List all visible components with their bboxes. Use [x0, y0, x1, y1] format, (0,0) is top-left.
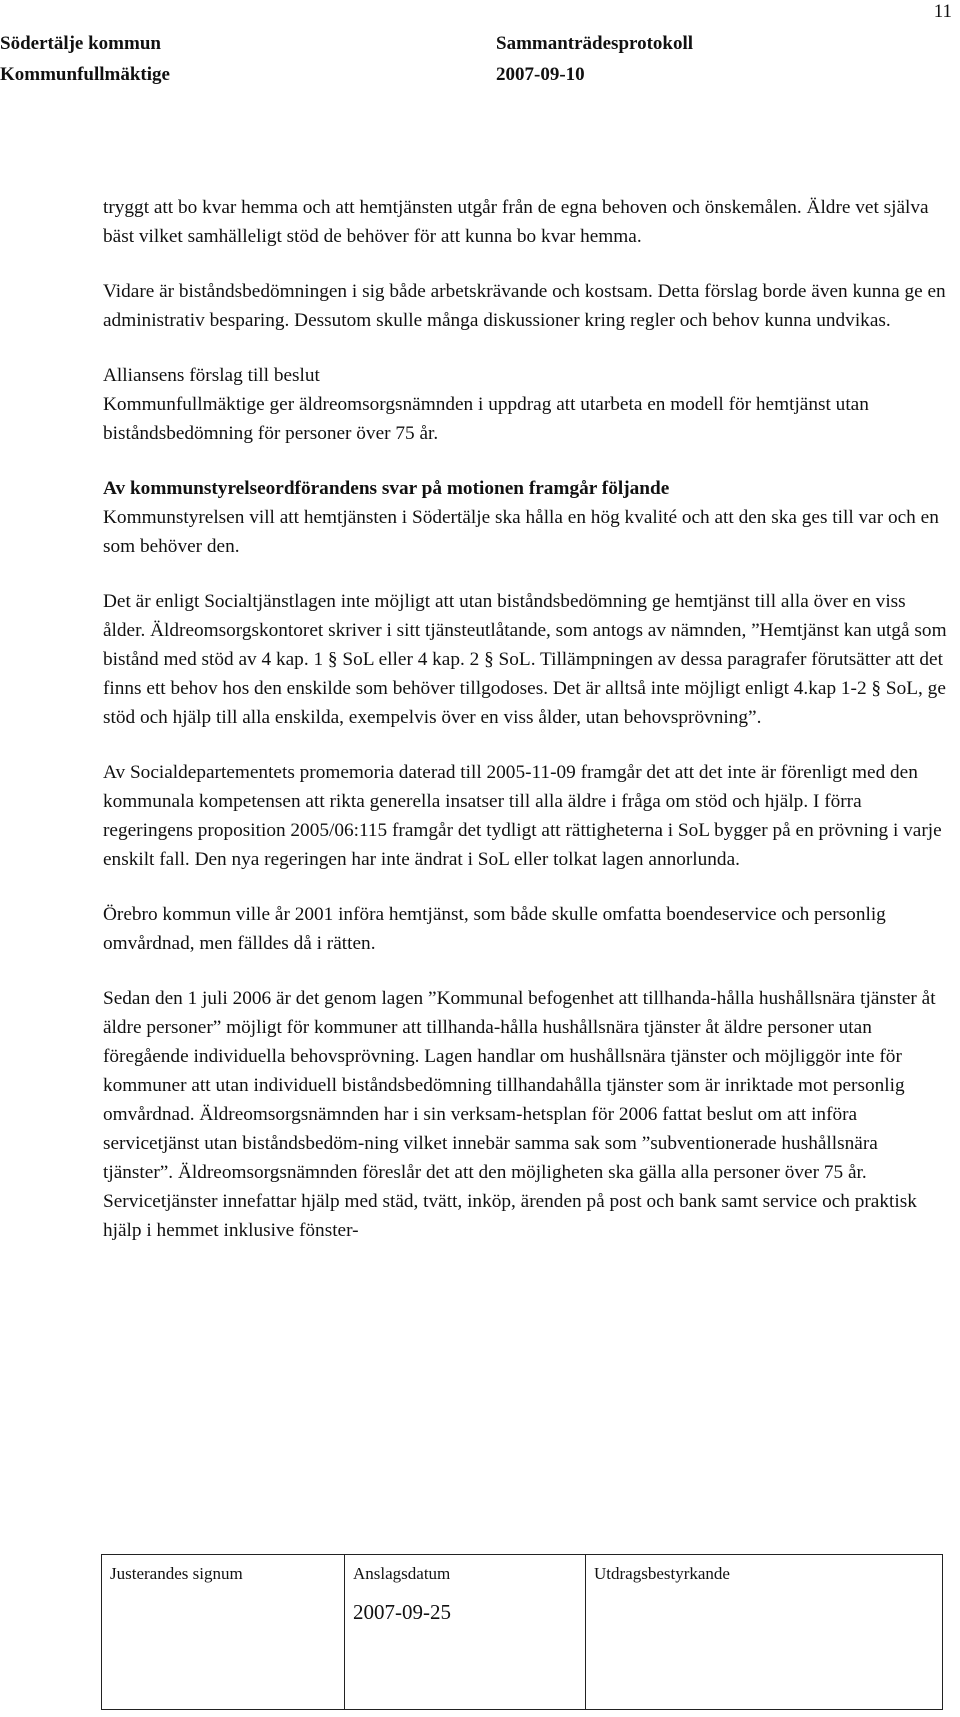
page-number: 11	[933, 1, 952, 22]
utdrag-cell	[586, 1555, 943, 1710]
header-date: 2007-09-10	[496, 64, 585, 85]
footer-row	[102, 1555, 943, 1710]
header-left	[0, 28, 170, 90]
footer-signature-table	[101, 1554, 943, 1710]
signum-cell	[102, 1555, 345, 1710]
header-org: Södertälje kommun	[0, 33, 161, 54]
proposal-heading: Alliansens förslag till beslut	[103, 365, 320, 386]
paragraph-5: Det är enligt Socialtjänstlagen inte möjligt att utan biståndsbedömning ge hemtjänst till alla över en viss ålder. Äldreomsorgskontoret skriver i sitt tjänsteutlåtande, som antogs av nämnden, ”Hemtjänst kan utgå som bistånd med stöd av 4 kap. 1 § SoL eller 4 kap. 2 § SoL. Tillämpningen av dessa paragrafer förutsätter att det finns ett behov hos den enskilde som behöver tillgodoses. Det är alltså inte möjligt enligt 4.kap 1-2 § SoL, ge stöd och hjälp till alla enskilda, exempelvis över en viss ålder, utan behovsprövning”.	[103, 591, 947, 728]
paragraph-1: tryggt att bo kvar hemma och att hemtjänsten utgår från de egna behoven och önskemålen. Äldre vet själva bäst vilket samhälleligt stöd de behöver för att kunna bo kvar hemma.	[103, 197, 929, 247]
paragraph-2: Vidare är biståndsbedömningen i sig både arbetskrävande och kostsam. Detta förslag borde även kunna ge en administrativ besparing. Dessutom skulle många diskussioner kring regler och behov kunna undvikas.	[103, 281, 946, 331]
paragraph-6: Av Socialdepartementets promemoria daterad till 2005-11-09 framgår det att det inte är förenligt med den kommunala kompetensen att rikta generella insatser till alla äldre i fråga om stöd och hjälp. I förra regeringens proposition 2005/06:115 framgår det tydligt att rättigheterna i SoL bygger på en prövning i varje enskilt fall. Den nya regeringen har inte ändrat i SoL eller tolkat lagen annorlunda.	[103, 762, 942, 870]
proposal-text: Kommunfullmäktige ger äldreomsorgsnämnden i uppdrag att utarbeta en modell för hemtjänst utan biståndsbedömning för personer över 75 år.	[103, 394, 869, 444]
anslagsdatum-value: 2007-09-25	[353, 1600, 451, 1624]
utdrag-label: Utdragsbestyrkande	[594, 1564, 730, 1583]
response-section	[103, 474, 951, 561]
header-body: Kommunfullmäktige	[0, 64, 170, 85]
document-body	[103, 193, 951, 1245]
header-right	[496, 28, 693, 90]
proposal-section	[103, 361, 951, 448]
paragraph-8: Sedan den 1 juli 2006 är det genom lagen ”Kommunal befogenhet att tillhanda-hålla hushållsnära tjänster åt äldre personer” möjligt för kommuner att tillhanda-hålla hushållsnära tjänster åt äldre personer utan föregående individuella behovsprövning. Lagen handlar om hushållsnära tjänster och möjliggör inte för kommuner att utan individuell biståndsbedömning tillhandahålla tjänster som är inriktade mot personlig omvårdnad. Äldreomsorgsnämnden har i sin verksam-hetsplan för 2006 fattat beslut om att införa servicetjänst utan biståndsbedöm-ning vilket innebär samma sak som ”subventionerade hushållsnära tjänster”. Äldreomsorgsnämnden föreslår det att den möjligheten ska gälla alla personer över 75 år. Servicetjänster innefattar hjälp med städ, tvätt, inköp, ärenden på post och bank samt service och praktisk hjälp i hemmet inklusive fönster-	[103, 988, 936, 1241]
response-text: Kommunstyrelsen vill att hemtjänsten i Södertälje ska hålla en hög kvalité och att den ska ges till var och en som behöver den.	[103, 507, 939, 557]
paragraph-7: Örebro kommun ville år 2001 införa hemtjänst, som både skulle omfatta boendeservice och personlig omvårdnad, men fälldes då i rätten.	[103, 904, 886, 954]
anslagsdatum-label: Anslagsdatum	[353, 1564, 451, 1583]
response-heading: Av kommunstyrelseordförandens svar på motionen framgår följande	[103, 478, 670, 499]
signum-label: Justerandes signum	[110, 1564, 243, 1583]
header-doc-type: Sammanträdesprotokoll	[496, 33, 694, 54]
anslagsdatum-cell	[345, 1555, 586, 1710]
